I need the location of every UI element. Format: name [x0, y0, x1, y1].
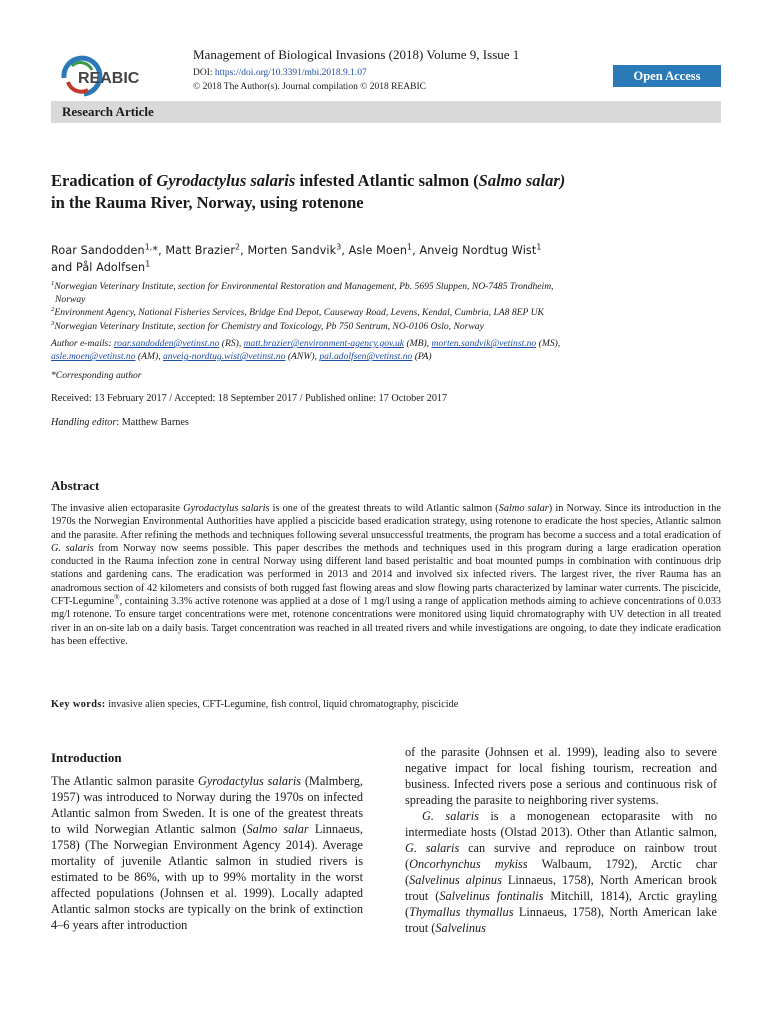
email-tag: (PA) — [412, 351, 432, 363]
reabic-logo-icon — [58, 52, 188, 100]
email-tag: (ANW), — [285, 351, 320, 363]
introduction-heading: Introduction — [51, 750, 122, 765]
affil-text: Norwegian Veterinary Institute, section for Environmental Restoration and Management, Pb. 5695 Sluppen, NO-7485 Trondheim, — [54, 281, 554, 292]
abstract-part: is one of the greatest threats to wild Atlantic salmon ( — [269, 503, 499, 514]
abstract-text — [51, 502, 721, 648]
email-tag: (AM), — [135, 351, 163, 363]
intro-part: Mitchill, 1814), Arctic grayling ( — [405, 889, 717, 919]
emails-label: Author e-mails: — [51, 338, 114, 349]
intro-part: Gyrodactylus salaris — [197, 774, 302, 788]
title-part: Salmo salar) — [478, 171, 566, 190]
author-name: and Pål Adolfsen — [51, 261, 146, 274]
doi-link[interactable]: https://doi.org/10.3391/mbi.2018.9.1.07 — [214, 68, 367, 78]
abstract-part: , containing 3.3% active rotenone was applied at a dose of 1 mg/l using a range of application methods aiming to achieve concentrations of 0.033 mg/l rotenone. To ensure target concentrations were met, rotenone concentrations were monitored using liquid chromatography with UV detection in all treated river in an on-site lab on a daily basis. Target concentration was reached in all treated rivers and while investigations are ongoing, to date they indicate eradication has been effective. — [51, 596, 721, 647]
intro-part: Salvelinus — [435, 921, 486, 935]
abstract-part: G. salaris — [51, 542, 94, 554]
affiliation-item — [51, 280, 731, 306]
title-part: Eradication of — [51, 171, 157, 190]
intro-part: Salvelinus fontinalis — [439, 889, 544, 903]
affil-text: Norwegian Veterinary Institute, section for Chemistry and Toxicology, Pb 750 Sentrum, NO-0106 Oslo, Norway — [54, 320, 484, 332]
author-name: Anveig Nordtug Wist — [419, 244, 537, 257]
intro-column-left — [51, 773, 363, 933]
logo-text: REABIC — [78, 70, 140, 87]
affiliation-item — [51, 306, 731, 319]
handling-name: : Matthew Barnes — [116, 417, 189, 428]
affil-text: Environment Agency, National Fisheries Services, Bridge End Depot, Causeway Road, Levens, Kendal, Cumbria, LA8 8EP UK — [54, 307, 544, 319]
intro-part: can survive and reproduce on rainbow trout ( — [405, 841, 718, 871]
author-sep: , — [412, 244, 420, 257]
author-sup: 1 — [407, 242, 413, 252]
author-sup: 1 — [536, 242, 542, 252]
affil-num: 2 — [51, 306, 55, 314]
affil-cont: Norway — [55, 294, 86, 306]
intro-column-right — [405, 744, 717, 936]
affiliation-item — [51, 320, 731, 333]
title-part: infested Atlantic salmon ( — [295, 171, 479, 190]
author-name: Matt Brazier — [165, 244, 236, 257]
intro-part: Salvelinus alpinus — [409, 873, 502, 887]
author-sup: 1, — [144, 242, 153, 252]
title-part: in the Rauma River, Norway, using rotenone — [51, 193, 364, 212]
email-link[interactable]: anveig-nordtug.wist@vetinst.no — [162, 351, 286, 363]
intro-part: G. salaris — [405, 841, 460, 855]
email-tag: (RS), — [219, 338, 244, 349]
author-sep: , — [240, 244, 248, 257]
author-list — [51, 242, 731, 276]
abstract-part: from Norway now seems possible. This paper describes the methods and techniques used in this program during a large eradication operation conducted in the Rauma infection zone in central Norway using different land based peristaltic and boat mounted pumps in combination with continuous drip stations and gardening cans. The eradication was performed in 2013 and 2014 and involved six infected rivers. The largest river, the river Rauma has an anadromous section of 42 kilometers and consists of both rugged fast flowing areas and slow flowing parts characterized by laminar water currents. The piscicide, CFT-Legumine — [51, 542, 722, 608]
handling-editor — [51, 417, 189, 428]
abstract-part: ) in Norway. Since its introduction in the 1970s the Norwegian Environmental Authorities have applied a piscicide based eradication strategy, using rotenone to eradicate the host species, Atlantic salmon and the parasite. After refining the methods and techniques following several unsuccessful treatments, the program has become a success and a total eradication of — [51, 503, 721, 541]
email-link[interactable]: pal.adolfsen@vetinst.no — [319, 351, 413, 363]
intro-part: Linnaeus, 1758), North American brook trout ( — [405, 873, 717, 903]
author-sup: 3 — [336, 242, 342, 252]
abstract-part: Salmo salar — [498, 503, 549, 514]
author-name: Roar Sandodden — [51, 244, 145, 257]
handling-label: Handling editor — [51, 417, 117, 428]
abstract-heading: Abstract — [51, 478, 100, 493]
intro-part: (Malmberg, 1957) was introduced to Norway during the 1970s on infected Atlantic salmon from Sweden. It is one of the greatest threats to wild Norwegian Atlantic salmon ( — [51, 774, 364, 836]
intro-paragraph — [405, 808, 717, 936]
intro-paragraph: of the parasite (Johnsen et al. 1999), leading also to severe negative impact for local fishing tourism, recreation and business. Infected rivers pose a serious and continuous risk of spreading the parasite to neighboring river systems. — [405, 745, 717, 807]
affiliations — [51, 280, 731, 333]
abstract-part: ® — [114, 593, 120, 602]
email-link[interactable]: matt.brazier@environment-agency.gov.uk — [243, 338, 405, 349]
author-emails — [51, 337, 731, 363]
intro-paragraph — [51, 773, 363, 933]
copyright: © 2018 The Author(s). Journal compilation © 2018 REABIC — [193, 82, 427, 92]
keywords-text: invasive alien species, CFT-Legumine, fish control, liquid chromatography, piscicide — [105, 699, 459, 710]
email-link[interactable]: morten.sandvik@vetinst.no — [431, 338, 537, 349]
author-sep: *, — [152, 244, 166, 257]
keywords-label: Key words: — [51, 699, 106, 710]
author-name: Asle Moen — [348, 244, 408, 257]
article-type-bar — [51, 101, 721, 123]
author-sup: 2 — [235, 242, 241, 252]
intro-part: Linnaeus, 1758) (The Norwegian Environment Agency 2014). Average mortality of juvenile Atlantic salmon in studied rivers is estimated to be 86%, with up to 99% mortality in the worst affected populations (Johnsen et al. 1999). Locally adapted Atlantic salmon stocks are typically on the brink of extinction 4–6 years after introduction — [51, 822, 363, 932]
intro-part: is a monogenean ectoparasite with no intermediate hosts (Olstad 2013). Other than Atlantic salmon, — [405, 809, 718, 839]
reabic-logo — [58, 52, 188, 100]
article-type: Research Article — [62, 104, 154, 119]
email-link[interactable]: asle.moen@vetinst.no — [51, 351, 136, 363]
abstract-part: Gyrodactylus salaris — [183, 503, 270, 514]
intro-part: Walbaum, 1792), Arctic char ( — [405, 857, 718, 887]
author-name: Morten Sandvik — [247, 244, 337, 257]
abstract-part: The invasive alien ectoparasite — [51, 503, 184, 514]
journal-name: Management of Biological Invasions (2018) Volume 9, Issue 1 — [193, 47, 520, 62]
author-sup: 1 — [145, 259, 151, 269]
affil-num: 3 — [51, 319, 55, 327]
corresponding-note: *Corresponding author — [51, 370, 142, 381]
keywords — [51, 699, 721, 710]
author-sep: , — [341, 244, 349, 257]
intro-part: Oncorhynchus mykiss — [409, 857, 528, 871]
intro-part: Salmo salar — [246, 822, 309, 836]
paper-title — [51, 170, 731, 214]
affil-num: 1 — [51, 279, 55, 287]
email-link[interactable]: roar.sandodden@vetinst.no — [113, 338, 220, 349]
email-tag: (MB), — [404, 338, 432, 349]
open-access-badge[interactable]: Open Access — [613, 65, 721, 87]
intro-part: Linnaeus, 1758), North American lake trout ( — [405, 905, 717, 935]
email-tag: (MS), — [536, 338, 561, 349]
intro-part: Thymallus thymallus — [409, 905, 514, 919]
doi-line — [193, 68, 367, 78]
doi-label: DOI: — [193, 68, 215, 78]
title-part: Gyrodactylus salaris — [156, 171, 296, 190]
intro-part: The Atlantic salmon parasite — [51, 774, 198, 788]
intro-part: G. salaris — [422, 809, 479, 823]
received-dates: Received: 13 February 2017 / Accepted: 18 September 2017 / Published online: 17 October 2017 — [51, 393, 448, 404]
